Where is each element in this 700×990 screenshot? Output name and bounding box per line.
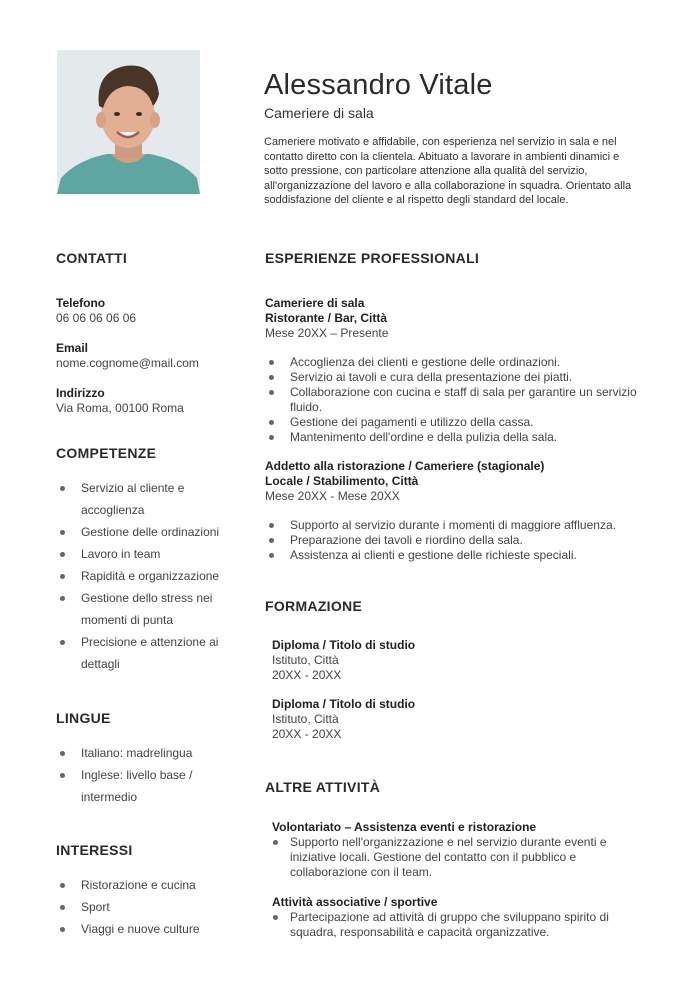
contacts-title: CONTATTI — [56, 250, 128, 266]
list-item: Accoglienza dei clienti e gestione delle ordinazioni. — [265, 355, 645, 370]
activity-title: Attività associative / sportive — [272, 895, 438, 909]
list-item-continuation: dettagli — [81, 657, 120, 671]
header — [264, 68, 644, 208]
list-item: Precisione e attenzione ai — [56, 631, 236, 653]
interests-list — [56, 874, 236, 940]
languages-list — [56, 742, 236, 808]
list-item: Gestione delle ordinazioni — [56, 521, 236, 543]
activity-bullets — [272, 910, 645, 940]
job-place: Ristorante / Bar, Città — [265, 311, 388, 325]
list-item: Inglese: livello base / — [56, 764, 236, 786]
interests-title: INTERESSI — [56, 842, 133, 858]
list-item-continuation: accoglienza — [81, 503, 145, 517]
list-item: Mantenimento dell'ordine e della pulizia della sala. — [265, 430, 645, 445]
list-item: Collaborazione con cucina e staff di sala per garantire un servizio fluido. — [265, 385, 645, 415]
email-value: nome.cognome@mail.com — [56, 356, 199, 370]
address-label: Indirizzo — [56, 386, 105, 400]
list-item: Servizio al cliente e — [56, 477, 236, 499]
list-item: Sport — [56, 896, 236, 918]
candidate-name: Alessandro Vitale — [264, 69, 493, 101]
skills-list — [56, 477, 236, 675]
job-bullets — [265, 355, 645, 445]
degree: Diploma / Titolo di studio — [272, 638, 416, 652]
list-item: Gestione dello stress nei — [56, 587, 236, 609]
school: Istituto, Città — [272, 712, 339, 726]
experience-title: ESPERIENZE PROFESSIONALI — [265, 250, 480, 266]
contact-phone — [56, 296, 236, 326]
email-label: Email — [56, 341, 89, 355]
school: Istituto, Città — [272, 653, 339, 667]
job-dates: Mese 20XX – Presente — [265, 326, 389, 340]
phone-value: 06 06 06 06 06 — [56, 311, 137, 325]
activities-title: ALTRE ATTIVITÀ — [265, 779, 381, 795]
education-entry — [265, 697, 645, 742]
list-item: Ristorazione e cucina — [56, 874, 236, 896]
list-item: Rapidità e organizzazione — [56, 565, 236, 587]
skills-title: COMPETENZE — [56, 445, 157, 461]
list-item: Gestione dei pagamenti e utilizzo della cassa. — [265, 415, 645, 430]
list-item: Viaggi e nuove culture — [56, 918, 236, 940]
languages-title: LINGUE — [56, 710, 111, 726]
list-item: Supporto al servizio durante i momenti di maggiore affluenza. — [265, 518, 645, 533]
list-item: Servizio ai tavoli e cura della presentazione dei piatti. — [265, 370, 645, 385]
list-item: Partecipazione ad attività di gruppo che sviluppano spirito di squadra, responsabilità e capacità organizzative. — [272, 910, 645, 940]
phone-label: Telefono — [56, 296, 106, 310]
activity-entry — [265, 820, 645, 880]
job-entry — [265, 296, 645, 445]
activity-bullets — [272, 835, 645, 880]
job-title: Addetto alla ristorazione / Cameriere (stagionale) — [265, 459, 545, 473]
list-item: Preparazione dei tavoli e riordino della sala. — [265, 533, 645, 548]
job-bullets — [265, 518, 645, 563]
job-title: Cameriere di sala — [265, 296, 365, 310]
job-dates: Mese 20XX - Mese 20XX — [265, 489, 400, 503]
list-item: Supporto nell'organizzazione e nel servizio durante eventi e iniziative locali. Gestione del contatto con il pubblico e collaborazione con il team. — [272, 835, 645, 880]
job-entry — [265, 459, 645, 563]
activity-entry — [265, 895, 645, 940]
list-item-continuation: intermedio — [81, 790, 138, 804]
address-value: Via Roma, 00100 Roma — [56, 401, 184, 415]
profile-photo — [57, 50, 200, 194]
list-item: Italiano: madrelingua — [56, 742, 236, 764]
person-portrait-icon — [57, 50, 200, 194]
edu-dates: 20XX - 20XX — [272, 668, 342, 682]
job-place: Locale / Stabilimento, Città — [265, 474, 419, 488]
candidate-role: Cameriere di sala — [264, 105, 374, 121]
list-item: Lavoro in team — [56, 543, 236, 565]
profile-summary: Cameriere motivato e affidabile, con esperienza nel servizio in sala e nel contatto diretto con la clientela. Abituato a lavorare in ambienti dinamici e sotto pressione, con particolare attenzione alla qualità del servizio, all'organizzazione del lavoro e alla collaborazione in squadra. Orientato alla soddisfazione del cliente e al rispetto degli standard del locale. — [264, 136, 632, 207]
list-item: Assistenza ai clienti e gestione delle richieste speciali. — [265, 548, 645, 563]
education-entry — [265, 638, 645, 683]
contact-address — [56, 386, 236, 416]
edu-dates: 20XX - 20XX — [272, 727, 342, 741]
education-title: FORMAZIONE — [265, 598, 363, 614]
contact-email — [56, 341, 236, 371]
degree: Diploma / Titolo di studio — [272, 697, 416, 711]
list-item-continuation: momenti di punta — [81, 613, 174, 627]
right-column — [265, 250, 645, 940]
left-column — [56, 250, 236, 940]
activity-title: Volontariato – Assistenza eventi e ristorazione — [272, 820, 537, 834]
